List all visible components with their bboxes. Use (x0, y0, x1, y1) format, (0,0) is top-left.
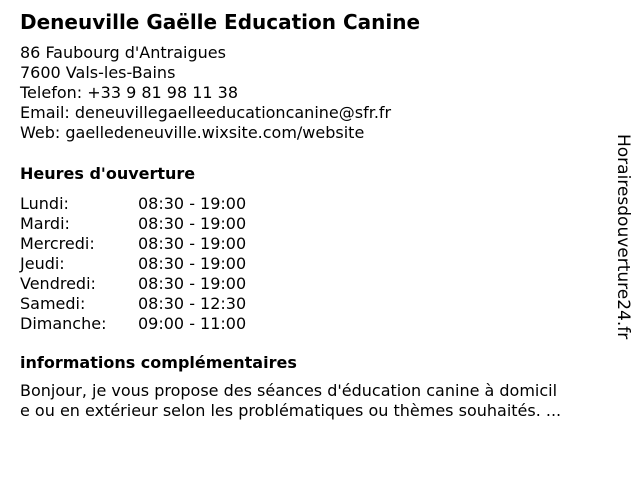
website: Web: gaelledeneuville.wixsite.com/website (20, 123, 365, 142)
day-label: Mardi: (20, 214, 70, 233)
time-range: 08:30 - 19:00 (138, 214, 247, 233)
contact-block (20, 43, 391, 143)
hours-row-tuesday (20, 214, 280, 234)
day-label: Jeudi: (20, 254, 65, 273)
time-range: 08:30 - 19:00 (138, 194, 247, 213)
time-range: 09:00 - 11:00 (138, 314, 247, 333)
time-range: 08:30 - 19:00 (138, 234, 247, 253)
site-watermark: Horairesdouverture24.fr (613, 134, 633, 340)
day-label: Dimanche: (20, 314, 107, 333)
time-range: 08:30 - 19:00 (138, 274, 247, 293)
day-label: Lundi: (20, 194, 69, 213)
email: Email: deneuvillegaelleeducationcanine@sfr.fr (20, 103, 392, 122)
phone: Telefon: +33 9 81 98 11 38 (20, 83, 239, 102)
business-name: Deneuville Gaëlle Education Canine (20, 10, 421, 34)
time-range: 08:30 - 12:30 (138, 294, 247, 313)
info-line-1: Bonjour, je vous propose des séances d'éducation canine à domicil (20, 381, 558, 400)
hours-row-monday (20, 194, 280, 214)
hours-row-wednesday (20, 234, 280, 254)
hours-row-saturday (20, 294, 280, 314)
hours-row-friday (20, 274, 280, 294)
hours-row-sunday (20, 314, 280, 334)
info-line-2: e ou en extérieur selon les problématiques ou thèmes souhaités. ... (20, 401, 562, 420)
info-heading: informations complémentaires (20, 353, 297, 372)
time-range: 08:30 - 19:00 (138, 254, 247, 273)
address-line-1: 86 Faubourg d'Antraigues (20, 43, 226, 62)
hours-row-thursday (20, 254, 280, 274)
hours-heading: Heures d'ouverture (20, 164, 196, 183)
info-description (20, 381, 620, 421)
address-line-2: 7600 Vals-les-Bains (20, 63, 176, 82)
day-label: Samedi: (20, 294, 86, 313)
hours-table (20, 194, 280, 334)
day-label: Vendredi: (20, 274, 96, 293)
day-label: Mercredi: (20, 234, 95, 253)
